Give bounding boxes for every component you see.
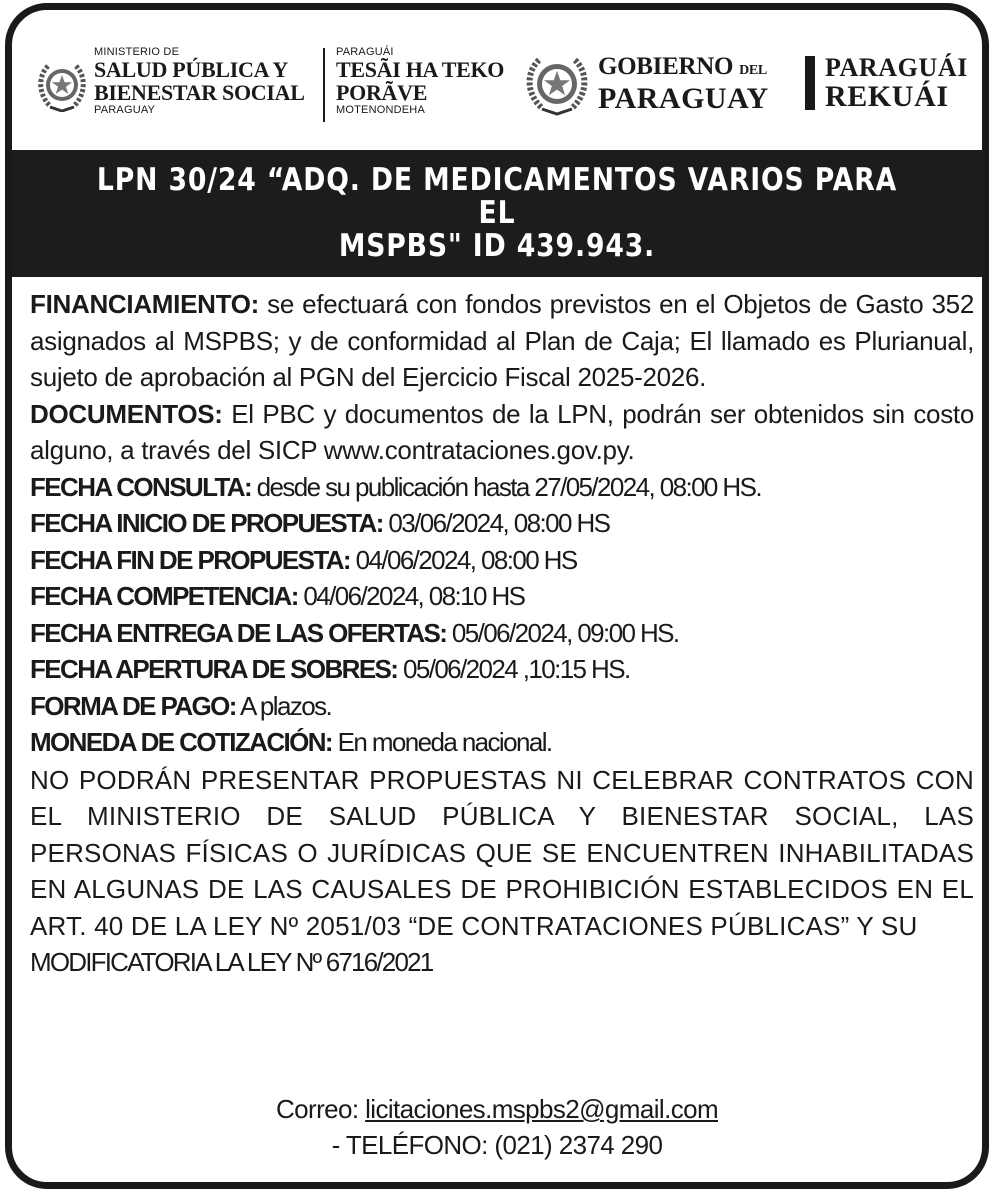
financiamiento-paragraph <box>30 286 974 396</box>
gobierno-paraguay: PARAGUAY <box>598 82 769 115</box>
header-logos <box>12 10 982 148</box>
field-value: En moneda nacional. <box>331 727 552 757</box>
rekuai-line2: REKUÁI <box>825 80 949 113</box>
field-value: 03/06/2024, 08:00 HS <box>382 508 610 538</box>
field-fecha-apertura <box>30 651 974 688</box>
field-forma-pago <box>30 688 974 725</box>
field-label: FORMA DE PAGO: <box>30 690 236 721</box>
tesai-name-line2: PORÃVE <box>336 80 428 105</box>
ministry-logo <box>94 46 305 116</box>
gobierno-del: DEL <box>739 63 767 78</box>
email-link[interactable]: licitaciones.mspbs2@gmail.com <box>365 1094 719 1124</box>
documentos-label: DOCUMENTOS: <box>30 398 223 429</box>
field-value: 05/06/2024, 09:00 HS. <box>446 617 679 648</box>
gobierno-logo <box>598 54 769 114</box>
title-line2: MSPBS" ID 439.943. <box>338 228 656 264</box>
field-label: FECHA FIN DE PROPUESTA: <box>30 544 350 575</box>
field-fecha-entrega <box>30 615 974 652</box>
field-value: 05/06/2024 ,10:15 HS. <box>397 654 630 684</box>
field-label: FECHA CONSULTA: <box>30 471 252 502</box>
tesai-logo <box>336 46 504 116</box>
field-value: desde su publicación hasta 27/05/2024, 08:00 HS. <box>251 471 761 502</box>
gobierno-word: GOBIERNO <box>598 53 734 80</box>
email-label: Correo: <box>275 1094 366 1124</box>
field-value: 04/06/2024, 08:10 HS <box>297 581 525 611</box>
contact-email-line <box>12 1094 982 1125</box>
field-value: A plazos. <box>235 690 332 721</box>
field-fecha-inicio <box>30 505 974 542</box>
documentos-paragraph <box>30 396 974 469</box>
field-label: FECHA COMPETENCIA: <box>30 581 298 611</box>
field-value: 04/06/2024, 08:00 HS <box>350 544 577 575</box>
logo-divider <box>323 48 325 122</box>
field-moneda <box>30 724 974 761</box>
notice-body <box>30 286 974 981</box>
rekuai-logo <box>825 54 968 112</box>
documentos-text: El PBC y documentos de la LPN, podrán ser obtenidos sin costo alguno, a través del SICP www.contrataciones.gov.py. <box>30 398 974 465</box>
ministry-name-line2: BIENESTAR SOCIAL <box>94 80 305 105</box>
field-label: FECHA INICIO DE PROPUESTA: <box>30 508 383 538</box>
title-line1: LPN 30/24 “ADQ. DE MEDICAMENTOS VARIOS PARA EL <box>96 162 898 231</box>
page-title <box>80 164 914 263</box>
field-fecha-fin <box>30 542 974 579</box>
government-seal-icon <box>524 52 590 116</box>
tesai-top-label: PARAGUÁI <box>336 46 394 58</box>
field-label: FECHA ENTREGA DE LAS OFERTAS: <box>30 617 447 648</box>
tesai-bottom-label: MOTENONDEHA <box>336 104 425 116</box>
prohibition-notice: NO PODRÁN PRESENTAR PROPUESTAS NI CELEBRAR CONTRATOS CON EL MINISTERIO DE SALUD PÚBLICA Y BIENESTAR SOCIAL, LAS PERSONAS FÍSICAS O JURÍDICAS QUE SE ENCUENTREN INHABILITADAS EN ALGUNAS DE LAS CAUSALES DE PROHIBICIÓN ESTABLECIDOS EN EL ART. 40 DE LA LEY Nº 2051/03 “DE CONTRATACIONES PÚBLICAS” Y SU <box>30 764 974 941</box>
field-fecha-competencia <box>30 578 974 615</box>
title-banner <box>12 150 982 277</box>
tesai-name-line1: TESÃI HA TEKO <box>336 57 505 82</box>
field-label: FECHA APERTURA DE SOBRES: <box>30 654 398 684</box>
financiamiento-text: se efectuará con fondos previstos en el Objetos de Gasto 352 asignados al MSPBS; y de conformidad al Plan de Caja; El llamado es Plurianual, sujeto de aprobación al PGN del Ejercicio Fiscal 2025-2026. <box>30 289 974 392</box>
field-fecha-consulta <box>30 469 974 506</box>
rekuai-line1: PARAGUÁI <box>825 53 968 82</box>
ministry-country: PARAGUAY <box>94 104 156 116</box>
national-seal-icon <box>36 58 88 112</box>
financiamiento-label: FINANCIAMIENTO: <box>30 289 260 319</box>
field-label: MONEDA DE COTIZACIÓN: <box>30 727 332 757</box>
prohibition-notice-last-line: MODIFICATORIA LA LEY Nº 6716/2021 <box>30 947 433 977</box>
ministry-name-line1: SALUD PÚBLICA Y <box>94 57 288 82</box>
notice-frame <box>5 3 989 1189</box>
ministry-top-label: MINISTERIO DE <box>94 46 180 58</box>
logo-divider-thick <box>805 56 815 110</box>
contact-phone: - TELÉFONO: (021) 2374 290 <box>331 1130 663 1160</box>
